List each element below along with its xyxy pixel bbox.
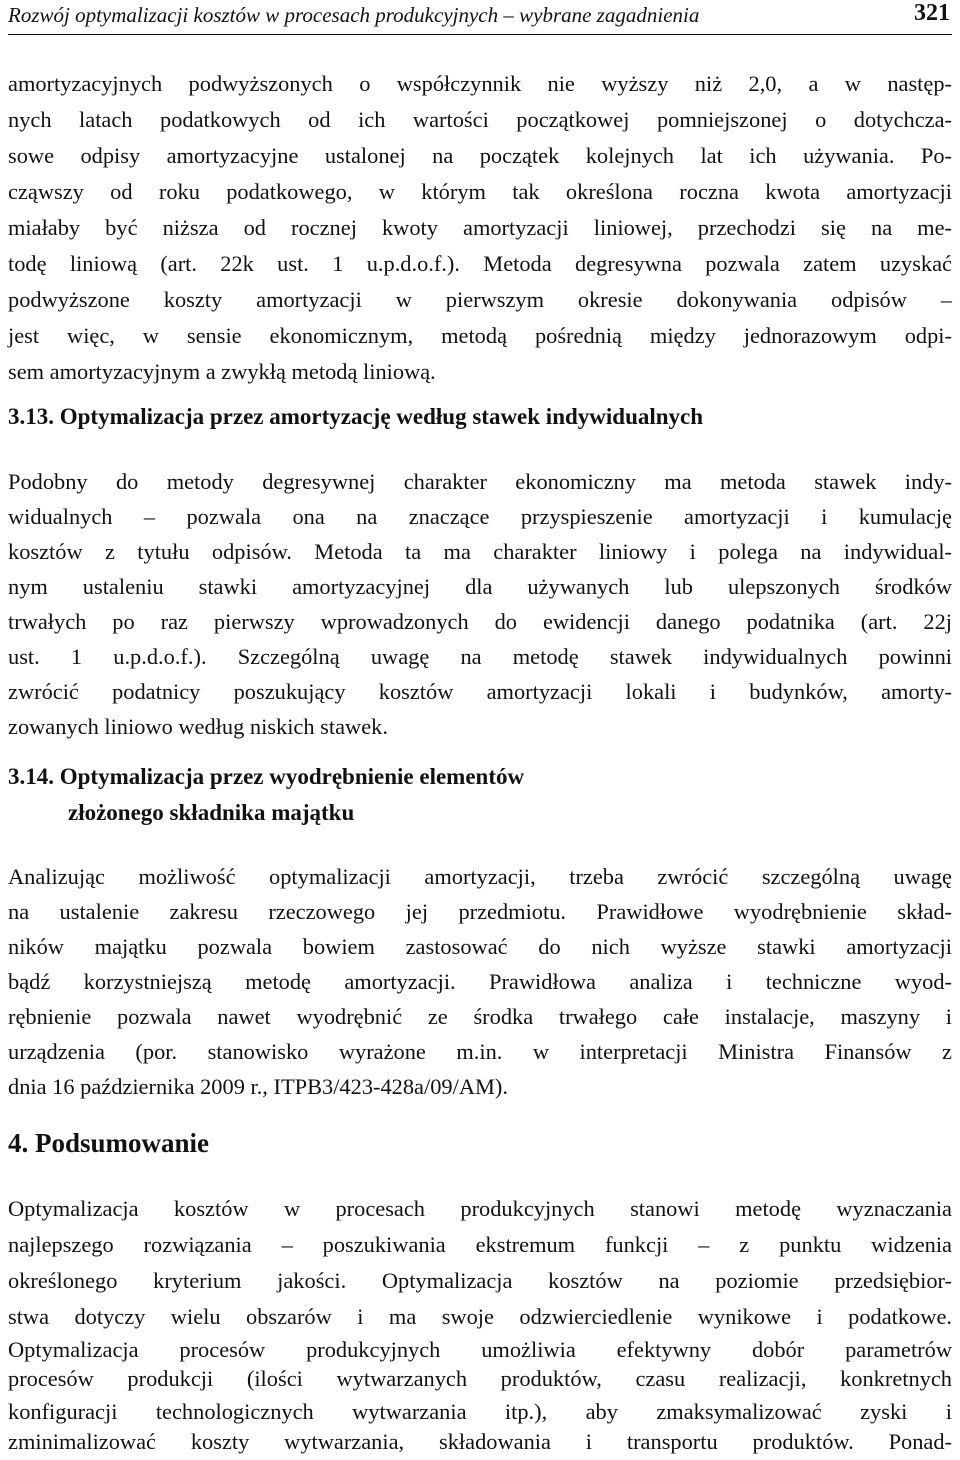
paragraph-line: nych latach podatkowych od ich wartości początkowej pomniejszonej o dotychcza-	[8, 107, 952, 132]
paragraph-line: urządzenia (por. stanowisko wyrażone m.in. w interpretacji Ministra Finansów z	[8, 1039, 952, 1064]
paragraph-line: dnia 16 października 2009 r., ITPB3/423-428a/09/AM).	[8, 1074, 508, 1099]
running-header	[8, 0, 952, 35]
paragraph-line: trwałych po raz pierwszy wprowadzonych do ewidencji danego podatnika (art. 22j	[8, 609, 952, 634]
paragraph-line: podwyższone koszty amortyzacji w pierwszym okresie dokonywania odpisów –	[8, 287, 952, 312]
paragraph-line: najlepszego rozwiązania – poszukiwania ekstremum funkcji – z punktu widzenia	[8, 1232, 952, 1257]
paragraph-line: Podobny do metody degresywnej charakter ekonomiczny ma metoda stawek indy-	[8, 469, 952, 494]
paragraph-line: todę liniową (art. 22k ust. 1 u.p.d.o.f.). Metoda degresywna pozwala zatem uzyskać	[8, 251, 952, 276]
paragraph-line: amortyzacyjnych podwyższonych o współczynnik nie wyższy niż 2,0, a w następ-	[8, 71, 952, 96]
paragraph-line: rębnienie pozwala nawet wyodrębnić ze środka trwałego całe instalacje, maszyny i	[8, 1004, 952, 1029]
page-number: 321	[914, 0, 950, 26]
paragraph-line: miałaby być niższa od rocznej kwoty amortyzacji liniowej, przechodzi się na me-	[8, 215, 952, 240]
paragraph-line: zowanych liniowo według niskich stawek.	[8, 714, 388, 739]
paragraph-line: ust. 1 u.p.d.o.f.). Szczególną uwagę na metodę stawek indywidualnych powinni	[8, 644, 952, 669]
paragraph-line: ników majątku pozwala bowiem zastosować do nich wyższe stawki amortyzacji	[8, 934, 952, 959]
paragraph-line: stwa dotyczy wielu obszarów i ma swoje odzwierciedlenie wynikowe i podatkowe.	[8, 1304, 952, 1329]
paragraph-line: jest więc, w sensie ekonomicznym, metodą pośrednią między jednorazowym odpi-	[8, 323, 952, 348]
paragraph-line: zminimalizować koszty wytwarzania, składowania i transportu produktów. Ponad-	[8, 1429, 952, 1454]
paragraph-line: cząwszy od roku podatkowego, w którym tak określona roczna kwota amortyzacji	[8, 179, 952, 204]
paragraph-line: bądź korzystniejszą metodę amortyzacji. Prawidłowa analiza i techniczne wyod-	[8, 969, 952, 994]
running-title: Rozwój optymalizacji kosztów w procesach produkcyjnych – wybrane zagadnienia	[8, 3, 700, 27]
paragraph-line: kosztów z tytułu odpisów. Metoda ta ma charakter liniowy i polega na indywidual-	[8, 539, 952, 564]
paragraph-line: konfiguracji technologicznych wytwarzania itp.), aby zmaksymalizować zyski i	[8, 1399, 952, 1424]
section-heading-3-13: 3.13. Optymalizacja przez amortyzację według stawek indywidualnych	[8, 404, 704, 429]
section-heading-3-14-cont: złożonego składnika majątku	[68, 800, 355, 825]
paragraph-line: nym ustaleniu stawki amortyzacyjnej dla używanych lub ulepszonych środków	[8, 574, 952, 599]
paragraph-line: Optymalizacja procesów produkcyjnych umożliwia efektywny dobór parametrów	[8, 1337, 952, 1362]
section-heading-3-14: 3.14. Optymalizacja przez wyodrębnienie elementów	[8, 764, 525, 789]
paragraph-line: Analizując możliwość optymalizacji amortyzacji, trzeba zwrócić szczególną uwagę	[8, 864, 952, 889]
paragraph-line: określonego kryterium jakości. Optymalizacja kosztów na poziomie przedsiębior-	[8, 1268, 952, 1293]
paragraph-line: sem amortyzacyjnym a zwykłą metodą liniową.	[8, 359, 436, 384]
paragraph-line: zwrócić podatnicy poszukujący kosztów amortyzacji lokali i budynków, amorty-	[8, 679, 952, 704]
paragraph-line: na ustalenie zakresu rzeczowego jej przedmiotu. Prawidłowe wyodrębnienie skład-	[8, 899, 952, 924]
paragraph-line: procesów produkcji (ilości wytwarzanych produktów, czasu realizacji, konkretnych	[8, 1366, 952, 1391]
paragraph-line: sowe odpisy amortyzacyjne ustalonej na początek kolejnych lat ich używania. Po-	[8, 143, 952, 168]
section-heading-4: 4. Podsumowanie	[8, 1128, 210, 1158]
paragraph-line: widualnych – pozwala ona na znaczące przyspieszenie amortyzacji i kumulację	[8, 504, 952, 529]
paragraph-line: Optymalizacja kosztów w procesach produkcyjnych stanowi metodę wyznaczania	[8, 1196, 952, 1221]
